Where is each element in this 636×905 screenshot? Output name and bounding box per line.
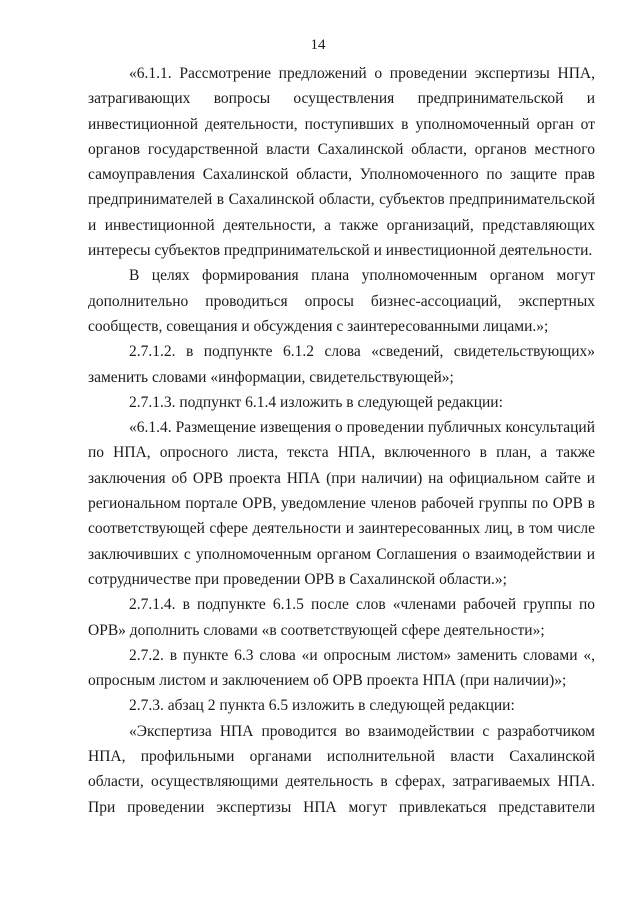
document-body: [88, 61, 595, 820]
paragraph-6-1-1: «6.1.1. Рассмотрение предложений о проведении экспертизы НПА, затрагивающих вопросы осуществления предпринимательской и инвестиционной деятельности, поступивших в уполномоченный орган от органов государственной власти Сахалинской области, органов местного самоуправления Сахалинской области, Уполномоченного по защите прав предпринимателей в Сахалинской области, субъектов предпринимательской и инвестиционной деятельности, а также организаций, представляющих интересы субъектов предпринимательской и инвестиционной деятельности.: [88, 65, 595, 260]
paragraph-2-7-2: 2.7.2. в пункте 6.3 слова «и опросным листом» заменить словами «, опросным листом и заключением об ОРВ проекта НПА (при наличии)»;: [88, 646, 595, 690]
paragraph-plan-surveys: В целях формирования плана уполномоченным органом могут дополнительно проводиться опросы бизнес-ассоциаций, экспертных сообществ, совещания и обсуждения с заинтересованными лицами.»;: [88, 267, 595, 335]
paragraph-expertise-npa: «Экспертиза НПА проводится во взаимодействии с разработчиком НПА, профильными органами исполнительной власти Сахалинской области, осуществляющими деятельность в сферах, затрагиваемых НПА. При проведении экспертизы НПА могут привлекаться представители: [88, 722, 595, 816]
paragraph-2-7-3: 2.7.3. абзац 2 пункта 6.5 изложить в следующей редакции:: [129, 697, 515, 715]
paragraph-2-7-1-4: 2.7.1.4. в подпункте 6.1.5 после слов «членами рабочей группы по ОРВ» дополнить словами «в соответствующей сфере деятельности»;: [88, 596, 595, 639]
paragraph-6-1-4: «6.1.4. Размещение извещения о проведении публичных консультаций по НПА, опросного листа, текста НПА, включенного в план, а также заключения об ОРВ проекта НПА (при наличии) на официальном сайте и региональном портале ОРВ, уведомление членов рабочей группы по ОРВ в соответствующей сфере деятельности и заинтересованных лиц, в том числе заключивших с уполномоченным органом Соглашения о взаимодействии и сотрудничестве при проведении ОРВ в Сахалинской области.»;: [88, 419, 595, 588]
paragraph-2-7-1-3: 2.7.1.3. подпункт 6.1.4 изложить в следующей редакции:: [129, 393, 503, 411]
page-number: 14: [310, 37, 326, 53]
paragraph-2-7-1-2: 2.7.1.2. в подпункте 6.1.2 слова «сведений, свидетельствующих» заменить словами «информации, свидетельствующей»;: [88, 343, 595, 386]
